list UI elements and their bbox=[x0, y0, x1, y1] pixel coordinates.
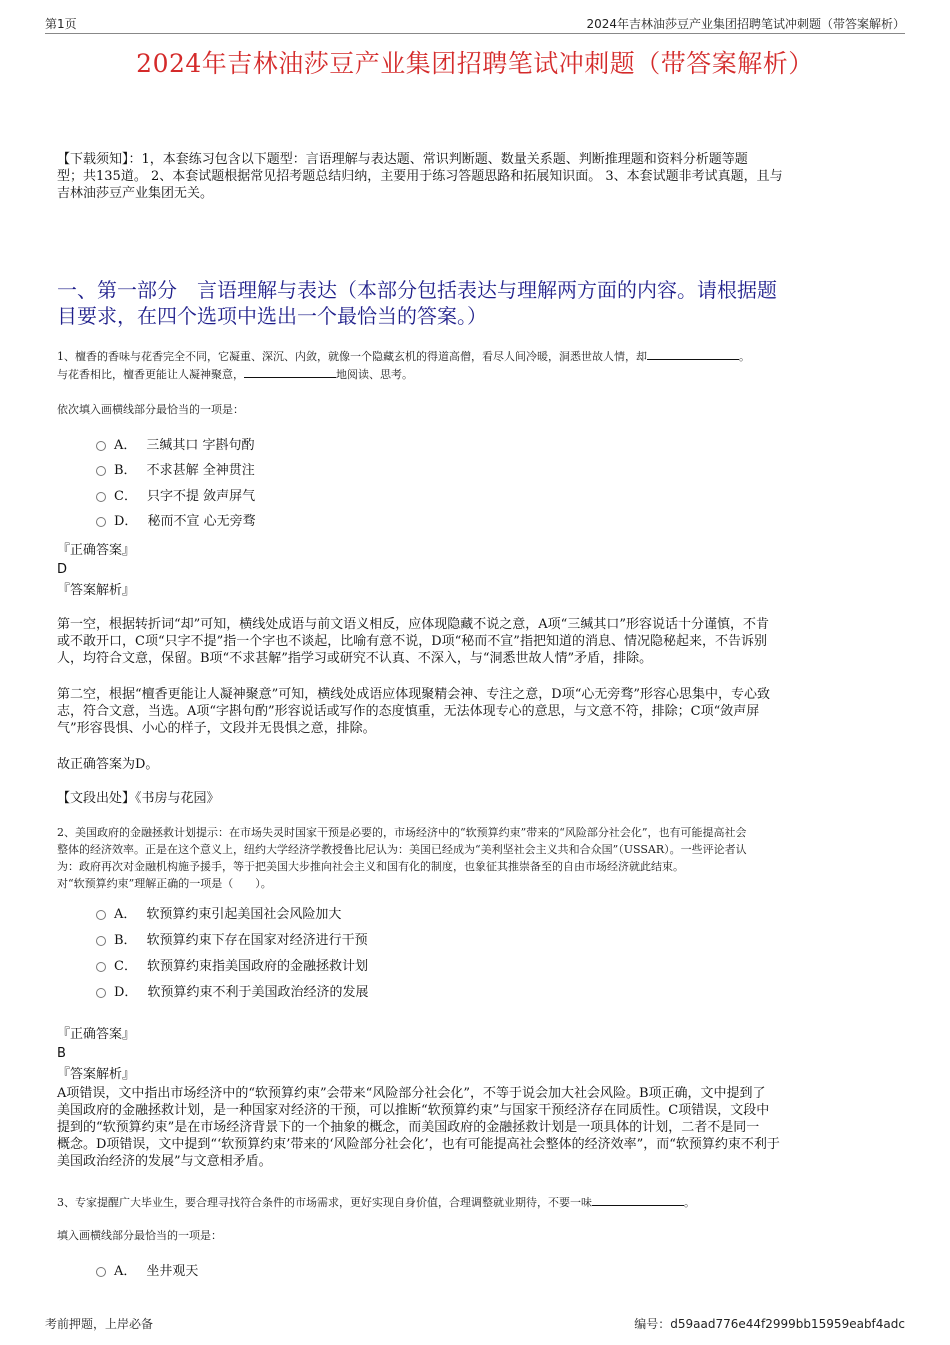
radio-button[interactable] bbox=[96, 466, 106, 476]
q1-option-a[interactable] bbox=[96, 436, 255, 456]
analysis-line: 志，符合文意，当选。A项“字斟句酌”形容说话或写作的态度慎重，无法体现专心的意思，与文意不符，排除；C项“敛声屏 bbox=[57, 704, 760, 719]
analysis-line: 第一空，根据转折词“却”可知，横线处成语与前文语义相反，应体现隐藏不说之意，A项“三缄其口”形容说话十分谨慎，不肯 bbox=[57, 617, 769, 632]
download-notice bbox=[57, 151, 907, 202]
q1-option-c[interactable] bbox=[96, 487, 255, 507]
question-text: 对“软预算约束”理解正确的一项是（ ）。 bbox=[57, 877, 272, 890]
header-divider bbox=[45, 33, 905, 34]
answer-blank bbox=[244, 365, 336, 378]
question-text: 为：政府再次对金融机构施予援手，等于把美国大步推向社会主义和国有化的制度，也象征其推崇备至的自由市场经济就此结束。 bbox=[57, 860, 684, 873]
footer-slogan: 考前押题，上岸必备 bbox=[45, 1317, 154, 1331]
section-heading-line: 目要求，在四个选项中选出一个最恰当的答案。） bbox=[57, 304, 487, 328]
option-letter: D． bbox=[114, 985, 138, 1000]
analysis-line: 人，均符合文意，保留。B项“不求甚解”指学习或研究不认真、不深入，与“洞悉世故人情”矛盾，排除。 bbox=[57, 651, 653, 666]
option-text: 不求甚解 全神贯注 bbox=[146, 463, 255, 478]
option-text: 三缄其口 字斟句酌 bbox=[146, 438, 255, 453]
analysis-line: A项错误，文中指出市场经济中的“软预算约束”会带来“风险部分社会化”，不等于说会加大社会风险。B项正确，文中提到了 bbox=[57, 1086, 766, 1101]
q3-option-a[interactable] bbox=[96, 1262, 198, 1282]
analysis-line: 概念。D项错误，文中提到“‘软预算约束’带来的‘风险部分社会化’，也有可能提高社会整体的经济效率”，而“软预算约束不利于 bbox=[57, 1137, 780, 1152]
radio-button[interactable] bbox=[96, 492, 106, 502]
correct-answer: B bbox=[57, 1046, 66, 1061]
analysis-label: 『答案解析』 bbox=[57, 583, 136, 598]
analysis-line: 第二空，根据“檀香更能让人凝神聚意”可知，横线处成语应体现聚精会神、专注之意，D项“心无旁骛”形容心思集中，专心致 bbox=[57, 687, 771, 702]
notice-line: 【下载须知】：1，本套练习包含以下题型：言语理解与表达题、常识判断题、数量关系题、判断推理题和资料分析题等题 bbox=[57, 152, 748, 167]
question-text: 1、檀香的香味与花香完全不同，它凝重、深沉、内敛，就像一个隐藏玄机的得道高僧，看尽人间冷暖，洞悉世故人情，却 bbox=[57, 350, 647, 363]
radio-button[interactable] bbox=[96, 962, 106, 972]
option-text: 坐井观天 bbox=[146, 1264, 199, 1279]
radio-button[interactable] bbox=[96, 910, 106, 920]
radio-button[interactable] bbox=[96, 988, 106, 998]
radio-button[interactable] bbox=[96, 1267, 106, 1277]
option-letter: D． bbox=[114, 514, 138, 529]
header-doc-title: 2024年吉林油莎豆产业集团招聘笔试冲刺题（带答案解析） bbox=[586, 17, 905, 31]
analysis-line: 美国政府的金融拯救计划，是一种国家对经济的干预，可以推断“软预算约束”与国家干预经济存在同质性。C项错误，文段中 bbox=[57, 1103, 770, 1118]
question-text: 地阅读、思考。 bbox=[336, 368, 413, 381]
section-heading bbox=[57, 277, 907, 329]
radio-button[interactable] bbox=[96, 441, 106, 451]
conclusion: 故正确答案为D。 bbox=[57, 757, 159, 772]
question-text: 。 bbox=[684, 1196, 695, 1209]
option-letter: B． bbox=[114, 463, 137, 478]
option-text: 秘而不宣 心无旁骛 bbox=[147, 514, 256, 529]
option-letter: A． bbox=[114, 1264, 137, 1279]
answer-label: 『正确答案』 bbox=[57, 1027, 136, 1042]
notice-line: 型；共135道。 2、本套试题根据常见招考题总结归纳，主要用于练习答题思路和拓展知识面。 3、本套试题非考试真题，且与 bbox=[57, 169, 783, 184]
q2-option-b[interactable] bbox=[96, 931, 368, 951]
option-letter: B． bbox=[114, 933, 137, 948]
question-text: 2、美国政府的金融拯救计划提示：在市场失灵时国家干预是必要的，市场经济中的“软预算约束”带来的“风险部分社会化”，也有可能提高社会 bbox=[57, 826, 747, 839]
analysis-line: 美国政治经济的发展”与文意相矛盾。 bbox=[57, 1154, 272, 1169]
option-letter: C． bbox=[114, 959, 137, 974]
option-text: 软预算约束不利于美国政治经济的发展 bbox=[147, 985, 369, 1000]
option-text: 软预算约束引起美国社会风险加大 bbox=[146, 907, 342, 922]
question-2-stem bbox=[57, 824, 927, 892]
page-number: 第1页 bbox=[45, 17, 77, 31]
question-1-stem bbox=[57, 347, 917, 383]
analysis-label: 『答案解析』 bbox=[57, 1067, 136, 1082]
option-letter: A． bbox=[114, 438, 137, 453]
code-label: 编号： bbox=[634, 1317, 671, 1331]
answer-blank bbox=[647, 347, 739, 360]
section-heading-line: 一、第一部分 言语理解与表达（本部分包括表达与理解两方面的内容。请根据题 bbox=[57, 278, 777, 302]
option-letter: C． bbox=[114, 489, 137, 504]
question-text: 3、专家提醒广大毕业生，要合理寻找符合条件的市场需求，更好实现自身价值，合理调整就业期待，不要一味 bbox=[57, 1196, 592, 1209]
analysis-line: 提到的“软预算约束”是在市场经济背景下的一个抽象的概念，而美国政府的金融拯救计划是一项具体的计划，二者不是同一 bbox=[57, 1120, 760, 1135]
option-text: 软预算约束指美国政府的金融拯救计划 bbox=[146, 959, 368, 974]
footer-code bbox=[634, 1315, 905, 1332]
option-text: 只字不提 敛声屏气 bbox=[146, 489, 256, 504]
q2-option-a[interactable] bbox=[96, 905, 341, 925]
option-letter: A． bbox=[114, 907, 137, 922]
analysis-line: 或不敢开口，C项“只字不提”指一个字也不谈起，比喻有意不说，D项“秘而不宣”指把知道的消息、情况隐秘起来，不告诉别 bbox=[57, 634, 767, 649]
page-title: 2024年吉林油莎豆产业集团招聘笔试冲刺题（带答案解析） bbox=[136, 49, 814, 78]
question-text: 与花香相比，檀香更能让人凝神聚意， bbox=[57, 368, 244, 381]
text-source: 【文段出处】《书房与花园》 bbox=[57, 791, 220, 806]
option-text: 软预算约束下存在国家对经济进行干预 bbox=[146, 933, 368, 948]
q2-option-c[interactable] bbox=[96, 957, 368, 977]
analysis-line: 气”形容畏惧、小心的样子，文段并无畏惧之意，排除。 bbox=[57, 721, 376, 736]
radio-button[interactable] bbox=[96, 517, 106, 527]
question-text: 整体的经济效率。正是在这个意义上，纽约大学经济学教授鲁比尼认为：美国已经成为“美利坚社会主义共和合众国”（USSAR）。一些评论者认 bbox=[57, 843, 747, 856]
analysis-paragraph-2 bbox=[57, 686, 907, 737]
analysis-paragraph bbox=[57, 1085, 907, 1170]
analysis-paragraph-1 bbox=[57, 616, 907, 667]
radio-button[interactable] bbox=[96, 936, 106, 946]
question-1-prompt: 依次填入画横线部分最恰当的一项是： bbox=[57, 403, 244, 416]
correct-answer: D bbox=[57, 562, 68, 577]
question-3-prompt: 填入画横线部分最恰当的一项是： bbox=[57, 1229, 222, 1242]
q2-option-d[interactable] bbox=[96, 983, 368, 1003]
q1-option-b[interactable] bbox=[96, 461, 255, 481]
answer-label: 『正确答案』 bbox=[57, 543, 136, 558]
question-3-stem bbox=[57, 1193, 917, 1211]
question-text: 。 bbox=[739, 350, 750, 363]
code-value: d59aad776e44f2999bb15959eabf4adc bbox=[670, 1317, 905, 1331]
answer-blank bbox=[592, 1193, 684, 1206]
notice-line: 吉林油莎豆产业集团无关。 bbox=[57, 186, 214, 201]
q1-option-d[interactable] bbox=[96, 512, 256, 532]
